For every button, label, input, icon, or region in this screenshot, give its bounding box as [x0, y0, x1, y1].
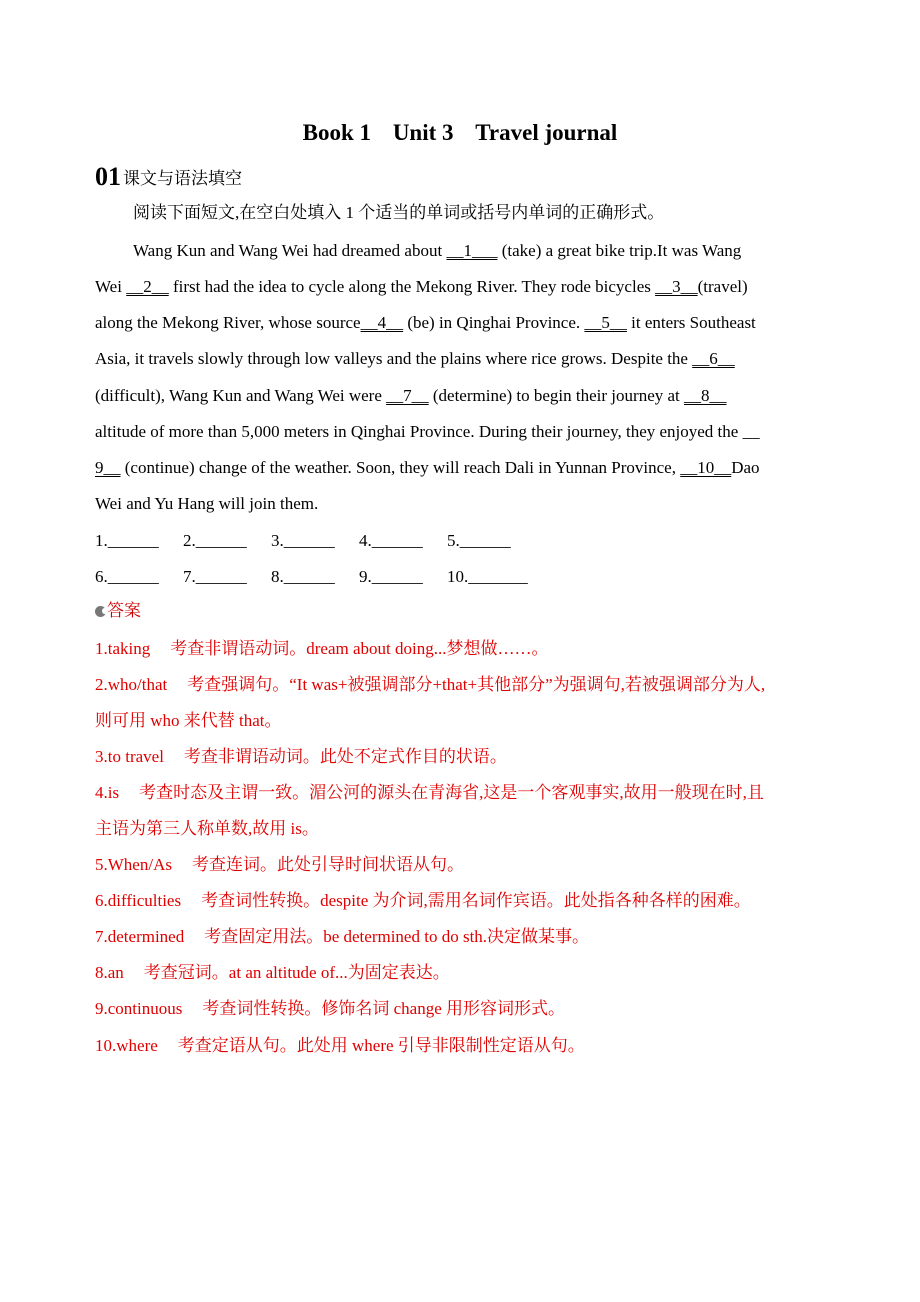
blank-3: __3__ — [655, 277, 698, 296]
answer-9 — [95, 998, 565, 1020]
passage-text: (be) in Qinghai Province. — [403, 313, 585, 332]
answer-3 — [95, 746, 507, 768]
answer-note: 则可用 who 来代替 that。 — [95, 711, 282, 730]
answer-note: 主语为第三人称单数,故用 is。 — [95, 819, 319, 838]
answer-note: 考查词性转换。修饰名词 change 用形容词形式。 — [202, 999, 565, 1018]
passage-text: altitude of more than 5,000 meters in Qinghai Province. During their journey, they enjoyed the __ — [95, 422, 760, 441]
answer-note: 考查连词。此处引导时间状语从句。 — [191, 855, 464, 874]
blank-7: __7__ — [386, 386, 429, 405]
answer-2-continued — [95, 710, 282, 732]
answers-label: 答案 — [107, 601, 141, 620]
section-number: 01 — [95, 162, 121, 191]
passage-line-8 — [95, 493, 835, 515]
answer-note: 考查时态及主谓一致。湄公河的源头在青海省,这是一个客观事实,故用一般现在时,且 — [139, 783, 764, 802]
blank-6: __6__ — [692, 349, 735, 368]
blank-5: __5__ — [584, 313, 627, 332]
title-unit: Unit 3 — [392, 120, 454, 145]
blank-10: __10__ — [680, 458, 732, 477]
passage-line-2 — [95, 276, 835, 298]
section-heading — [95, 160, 242, 190]
answer-blank: 9.______ — [359, 567, 423, 586]
answer-blank: 2.______ — [183, 531, 247, 550]
answer-key: 6.difficulties — [95, 891, 182, 910]
answer-key: 2.who/that — [95, 675, 168, 694]
passage-line-4 — [95, 348, 835, 370]
section-label: 课文与语法填空 — [123, 169, 242, 188]
passage-text: it enters Southeast — [626, 313, 756, 332]
answer-key: 3.to travel — [95, 747, 164, 766]
passage-text: Wang Kun and Wang Wei had dreamed about — [133, 241, 447, 260]
answer-blank: 6.______ — [95, 567, 159, 586]
answer-blank: 1.______ — [95, 531, 159, 550]
title-topic: Travel journal — [475, 120, 618, 145]
answer-note: 考查非谓语动词。dream about doing...梦想做……。 — [170, 639, 549, 658]
passage-text: Asia, it travels slowly through low valleys and the plains where rice grows. Despite the — [95, 349, 693, 368]
answer-key: 5.When/As — [95, 855, 172, 874]
blank-2: __2__ — [126, 277, 169, 296]
answer-8 — [95, 962, 450, 984]
answer-key: 4.is — [95, 783, 120, 802]
answer-4 — [95, 782, 764, 804]
passage-text: (determine) to begin their journey at — [428, 386, 685, 405]
answer-5 — [95, 854, 464, 876]
answer-blank: 8.______ — [271, 567, 335, 586]
blank-1: __1___ — [446, 241, 498, 260]
answer-note: 考查定语从句。此处用 where 引导非限制性定语从句。 — [177, 1036, 585, 1055]
passage-text: (difficult), Wang Kun and Wang Wei were — [95, 386, 387, 405]
answer-4-continued — [95, 818, 319, 840]
passage-text: Wei — [95, 277, 127, 296]
blank-8: __8__ — [684, 386, 727, 405]
answer-blank: 3.______ — [271, 531, 335, 550]
answer-key: 7.determined — [95, 927, 185, 946]
answer-key: 10.where — [95, 1036, 158, 1055]
passage-line-7 — [95, 457, 835, 479]
passage-text: Wei and Yu Hang will join them. — [95, 494, 319, 513]
answer-blank: 5.______ — [447, 531, 511, 550]
passage-text: Dao — [731, 458, 760, 477]
passage-text: (travel) — [697, 277, 748, 296]
answer-6 — [95, 890, 751, 912]
answer-blanks-row-2 — [95, 566, 547, 588]
passage-text: along the Mekong River, whose source — [95, 313, 361, 332]
passage-line-6 — [95, 421, 835, 443]
blank-4: __4__ — [360, 313, 404, 332]
answer-blank: 10._______ — [447, 567, 528, 586]
passage-line-3 — [95, 312, 835, 334]
answer-blank: 7.______ — [183, 567, 247, 586]
page-title — [0, 120, 920, 146]
instructions: 阅读下面短文,在空白处填入 1 个适当的单词或括号内单词的正确形式。 — [133, 203, 665, 222]
passage-line-5 — [95, 385, 835, 407]
answers-heading — [95, 600, 141, 622]
answer-2 — [95, 674, 765, 696]
answer-key: 9.continuous — [95, 999, 183, 1018]
title-book: Book 1 — [302, 120, 372, 145]
answer-badge-icon — [95, 606, 106, 617]
passage-text: first had the idea to cycle along the Mekong River. They rode bicycles — [168, 277, 656, 296]
answer-key: 8.an — [95, 963, 124, 982]
answer-1 — [95, 638, 548, 660]
blank-9: 9__ — [95, 458, 121, 477]
answer-note: 考查非谓语动词。此处不定式作目的状语。 — [183, 747, 507, 766]
answer-blanks-row-1 — [95, 530, 547, 552]
passage-text: (continue) change of the weather. Soon, they will reach Dali in Yunnan Province, — [120, 458, 681, 477]
passage-line-1 — [133, 240, 873, 262]
answer-note: 考查固定用法。be determined to do sth.决定做某事。 — [204, 927, 590, 946]
answer-10 — [95, 1035, 585, 1057]
answer-note: 考查冠词。at an altitude of...为固定表达。 — [143, 963, 450, 982]
answer-blank: 4.______ — [359, 531, 423, 550]
answer-note: 考查强调句。“It was+被强调部分+that+其他部分”为强调句,若被强调部分为人, — [187, 675, 766, 694]
answer-key: 1.taking — [95, 639, 151, 658]
answer-note: 考查词性转换。despite 为介词,需用名词作宾语。此处指各种各样的困难。 — [201, 891, 751, 910]
passage-text: (take) a great bike trip.It was Wang — [497, 241, 742, 260]
answer-7 — [95, 926, 589, 948]
